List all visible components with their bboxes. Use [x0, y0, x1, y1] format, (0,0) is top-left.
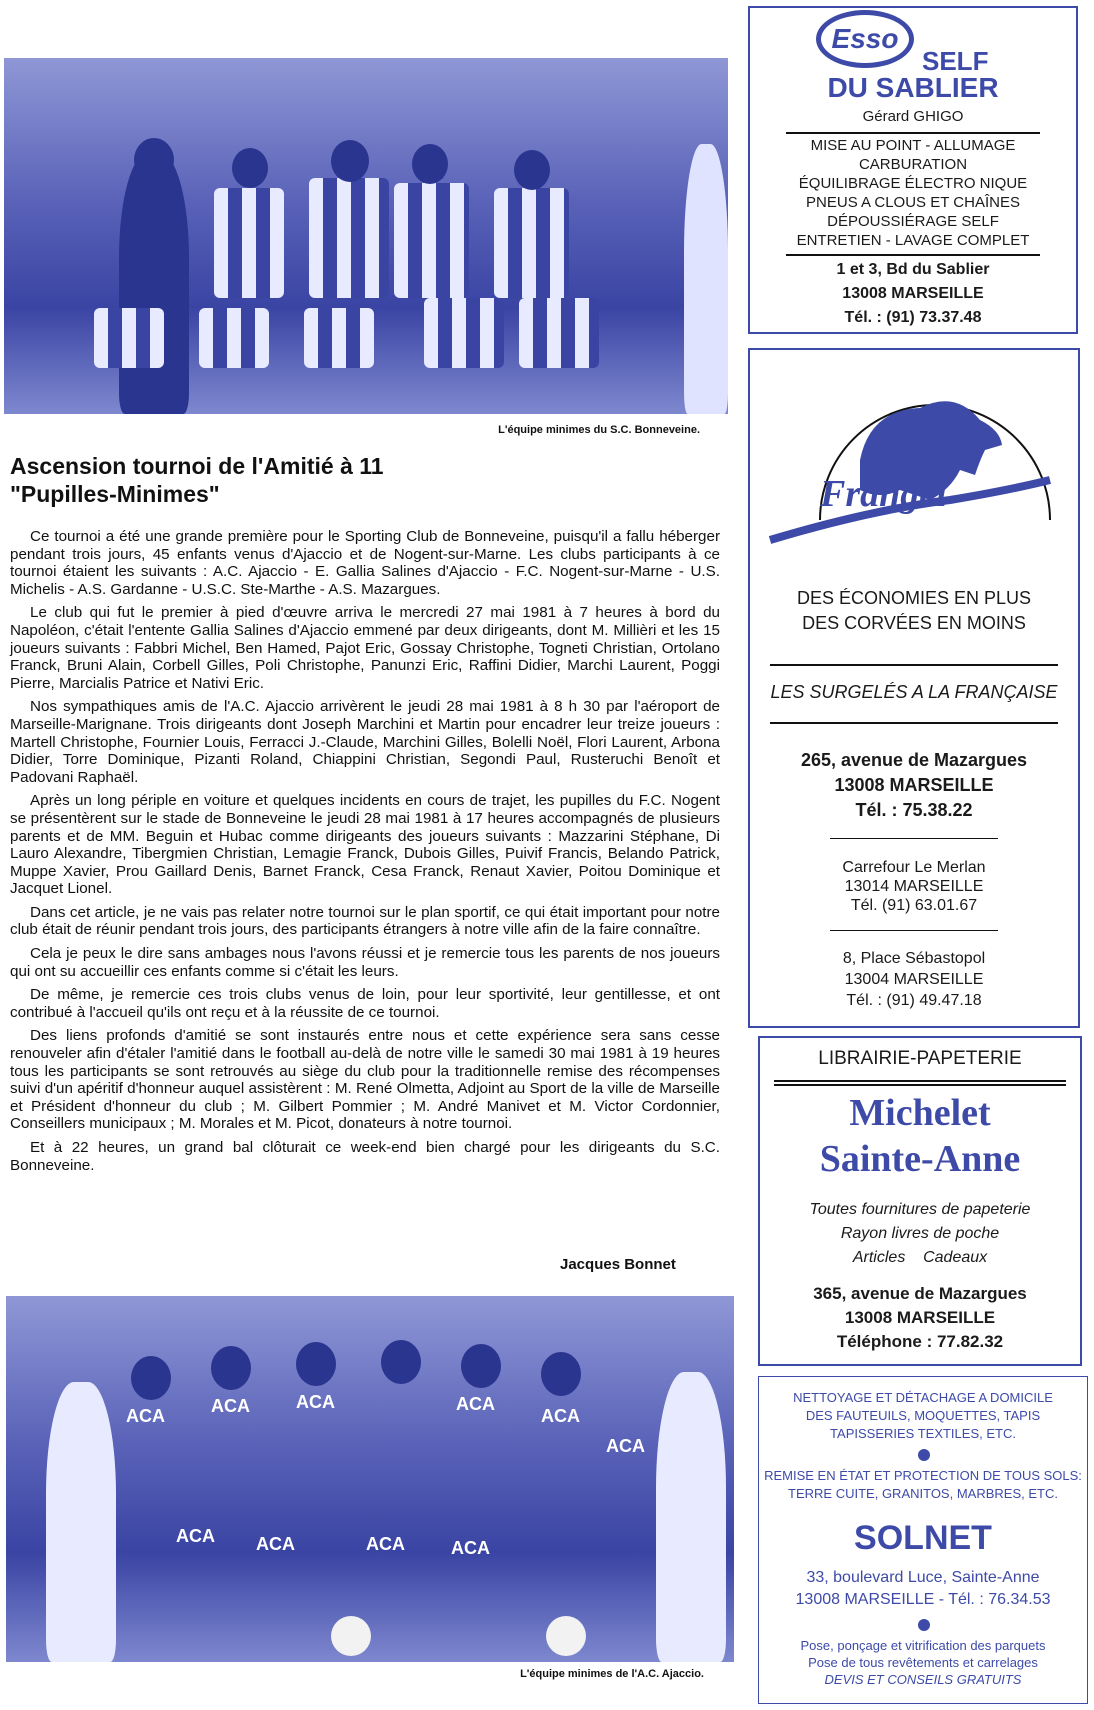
article-title-line2: "Pupilles-Minimes" [10, 481, 220, 507]
librairie-name-line: Sainte-Anne [819, 1138, 1021, 1180]
solnet-address: 33, boulevard Luce, Sainte-Anne [806, 1569, 1040, 1586]
frangel-city: 13004 MARSEILLE [844, 971, 984, 988]
solnet-line: REMISE EN ÉTAT ET PROTECTION DE TOUS SOLS: [764, 1468, 1082, 1483]
esso-name: DU SABLIER [827, 72, 999, 103]
esso-service: PNEUS A CLOUS ET CHAÎNES [806, 194, 1020, 211]
librairie-offer-line: Toutes fournitures de papeterie [809, 1201, 1031, 1218]
esso-address: 1 et 3, Bd du Sablier [836, 261, 990, 278]
frangel-slogan-line: DES ÉCONOMIES EN PLUS [796, 588, 1032, 608]
shirt-label: ACA [176, 1526, 215, 1546]
article-paragraph: Dans cet article, je ne vais pas relater notre tournoi sur le plan sportif, ce qui était important pour notre club était de réunir pendant trois jours, des participants étrangers à notre ville afin de la faire connaître. [10, 903, 720, 939]
librairie-offer-line: Articles Cadeaux [852, 1249, 988, 1266]
article-paragraph: Après un long périple en voiture et quelques incidents en cours de trajet, les pupilles du F.C. Nogent se présentèrent sur le stade de Bonneveine le jeudi 28 mai 1981 à 17 heures accompagnés de plusieurs parents et de MM. Beguin et Hubac comme dirigeants des joueurs suivants : Mazzarini Stéphane, Di Lauro Alexandre, Tibergmien Christian, Lemagie Franck, Dubois Gilles, Puivif Francis, Belando Patrick, Muppe Xavier, Prou Gaillard Denis, Barnet Franck, Cesa Franck, Renaut Xavier, Poitou Dominique et Jacquet Lionel. [10, 792, 720, 898]
bullet-icon [918, 1449, 930, 1461]
librairie-city: 13008 MARSEILLE [844, 1308, 996, 1327]
article-body [10, 528, 720, 1180]
solnet-line: Pose de tous revêtements et carrelages [808, 1655, 1038, 1670]
frangel-tagline: LES SURGELÉS A LA FRANÇAISE [770, 682, 1058, 702]
frangel-phone: Tél. : (91) 49.47.18 [846, 992, 982, 1009]
librairie-offer [760, 1198, 1080, 1270]
solnet-line: DES FAUTEUILS, MOQUETTES, TAPIS [805, 1408, 1041, 1423]
bullet-icon [918, 1619, 930, 1631]
esso-service: ENTRETIEN - LAVAGE COMPLET [796, 232, 1030, 249]
frangel-address: Carrefour Le Merlan [842, 859, 986, 876]
solnet-contact [759, 1567, 1087, 1611]
article-paragraph: Et à 22 heures, un grand bal clôturait ce week-end bien chargé pour les dirigeants du S.C. Bonneveine. [10, 1139, 720, 1174]
photo-caption-bottom: L'équipe minimes de l'A.C. Ajaccio. [520, 1668, 704, 1680]
ad-solnet [758, 1376, 1088, 1704]
esso-service: CARBURATION [858, 156, 968, 173]
librairie-phone: Téléphone : 77.82.32 [836, 1332, 1004, 1351]
shirt-label: ACA [606, 1436, 645, 1456]
frangel-address: 8, Place Sébastopol [842, 950, 986, 967]
solnet-line: Pose, ponçage et vitrification des parquets [800, 1638, 1046, 1653]
frangel-store-1 [750, 748, 1078, 823]
article-signature: Jacques Bonnet [560, 1256, 676, 1273]
shirt-label: ACA [256, 1534, 295, 1554]
librairie-address: 365, avenue de Mazargues [813, 1284, 1027, 1303]
ad-frangel [748, 348, 1080, 1028]
librairie-contact [760, 1282, 1080, 1354]
esso-service: ÉQUILIBRAGE ÉLECTRO NIQUE [798, 175, 1028, 192]
esso-service: MISE AU POINT - ALLUMAGE [810, 137, 1016, 154]
frangel-phone: Tél. : 75.38.22 [855, 800, 973, 820]
solnet-name: SOLNET [854, 1519, 992, 1557]
shirt-label: ACA [541, 1406, 580, 1426]
frangel-phone: Tél. (91) 63.01.67 [850, 897, 978, 914]
article-paragraph: Le club qui fut le premier à pied d'œuvre arriva le mercredi 27 mai 1981 à 7 heures à bord du Napoléon, c'était l'entente Gallia Salines d'Ajaccio emmené par deux dirigeants, dont M. Millièri et les 15 joueurs suivants : Fabbri Michel, Ben Hamed, Pajot Eric, Gossay Christophe, Togneti Christian, Ortolano Franck, Bruni Alain, Corbell Gilles, Poli Christophe, Panunzi Eric, Raffini Didier, Marchi Laurent, Poggi Pierre, Marcialis Patrice et Nativi Eric. [10, 604, 720, 692]
photo-caption-top: L'équipe minimes du S.C. Bonneveine. [498, 424, 700, 436]
solnet-line: TAPISSERIES TEXTILES, ETC. [830, 1426, 1016, 1441]
article-title-line1: Ascension tournoi de l'Amitié à 11 [10, 453, 384, 479]
ad-esso-self-du-sablier [748, 6, 1078, 334]
esso-city: 13008 MARSEILLE [842, 285, 984, 302]
shirt-label: ACA [296, 1392, 335, 1412]
esso-logo [816, 10, 914, 68]
esso-owner: Gérard GHIGO [862, 108, 964, 125]
article-paragraph: Des liens profonds d'amitié se sont instaurés entre nous et cette expérience sera sans cesse renouveler afin d'étaler l'amitié dans le football au-delà de notre ville le samedi 30 mai 1981 à 19 heures tous les participants se sont retrouvés au siège du club pour la traditionnelle remise des récompenses suivi d'un apéritif d'honneur auquel assistèrent : M. René Olmetta, Adjoint au Sport de la ville de Marseille et Président d'honneur du club ; M. Gilbert Pommier ; M. André Manivet et M. Victor Cordonnier, Conseillers municipaux ; M. Morales et M. Picot, donateurs à notre tournoi. [10, 1027, 720, 1133]
esso-service: DÉPOUSSIÉRAGE SELF [827, 213, 999, 230]
solnet-city-phone: 13008 MARSEILLE - Tél. : 76.34.53 [795, 1591, 1051, 1608]
ad-librairie-michelet [758, 1036, 1082, 1366]
esso-services [750, 136, 1076, 250]
esso-phone: Tél. : (91) 73.37.48 [844, 309, 982, 326]
esso-logo-text: Esso [831, 23, 899, 54]
solnet-services-2 [759, 1467, 1087, 1503]
article-title [10, 452, 710, 508]
solnet-line: DEVIS ET CONSEILS GRATUITS [824, 1672, 1022, 1687]
solnet-services-1 [759, 1389, 1087, 1443]
shirt-label: ACA [451, 1538, 490, 1558]
football [546, 1616, 586, 1656]
solnet-line: TERRE CUITE, GRANITOS, MARBRES, ETC. [788, 1486, 1058, 1501]
frangel-logo-text: Frangel [820, 473, 947, 515]
esso-contact [750, 258, 1076, 330]
football [331, 1616, 371, 1656]
solnet-line: NETTOYAGE ET DÉTACHAGE A DOMICILE [793, 1390, 1053, 1405]
photo-sc-bonneveine [4, 58, 728, 414]
photo-ac-ajaccio [6, 1296, 734, 1662]
esso-self: SELF [922, 46, 989, 76]
shirt-label: ACA [456, 1394, 495, 1414]
librairie-name-line: Michelet [849, 1092, 991, 1134]
article-paragraph: Nos sympathiques amis de l'A.C. Ajaccio arrivèrent le jeudi 28 mai 1981 à 8 h 30 par l'aéroport de Marseille-Marignane. Trois dirigeants dont Joseph Marchini et Martin pour encadrer leur treize joueurs : Martell Christophe, Fournier Louis, Ferracci J.-Claude, Marchini Gilles, Bolelli Noël, Flori Laurent, Arbona Didier, Torre Dominique, Pizanti Roland, Chiappini Christian, Segondi Paul, Rusteruchi Benoît et Padovani Raphaël. [10, 698, 720, 786]
shirt-label: ACA [211, 1396, 250, 1416]
librairie-offer-line: Rayon livres de poche [840, 1225, 1000, 1242]
frangel-logo [750, 350, 1078, 550]
article-paragraph: Cela je peux le dire sans ambages nous l'avons réussi et je remercie tous les parents de nos joueurs qui ont su accueillir ces enfants comme si c'était les leurs. [10, 945, 720, 980]
frangel-slogan-line: DES CORVÉES EN MOINS [802, 613, 1026, 633]
librairie-name [760, 1090, 1080, 1182]
frangel-store-3 [750, 948, 1078, 1011]
frangel-store-2 [750, 858, 1078, 915]
article-paragraph: De même, je remercie ces trois clubs venus de loin, pour leur sportivité, leur gentillesse, et ont contribué à l'accueil qu'ils ont reçu et à la réussite de ce tournoi. [10, 986, 720, 1021]
librairie-header: LIBRAIRIE-PAPETERIE [818, 1048, 1022, 1069]
frangel-city: 13008 MARSEILLE [834, 775, 994, 795]
article-paragraph: Ce tournoi a été une grande première pour le Sporting Club de Bonneveine, puisqu'il a fallu héberger pendant trois jours, 45 enfants venus d'Ajaccio et de Nogent-sur-Marne. Les clubs participants à ce tournoi étaient les suivants : A.C. Ajaccio - E. Gallia Salines d'Ajaccio - F.C. Nogent-sur-Marne - U.S. Michelis - A.S. Gardanne - U.S.C. Ste-Marthe - A.S. Mazargues. [10, 528, 720, 598]
solnet-services-3 [759, 1637, 1087, 1688]
shirt-label: ACA [126, 1406, 165, 1426]
frangel-slogan [750, 586, 1078, 636]
frangel-city: 13014 MARSEILLE [844, 878, 984, 895]
shirt-label: ACA [366, 1534, 405, 1554]
frangel-address: 265, avenue de Mazargues [800, 750, 1028, 770]
